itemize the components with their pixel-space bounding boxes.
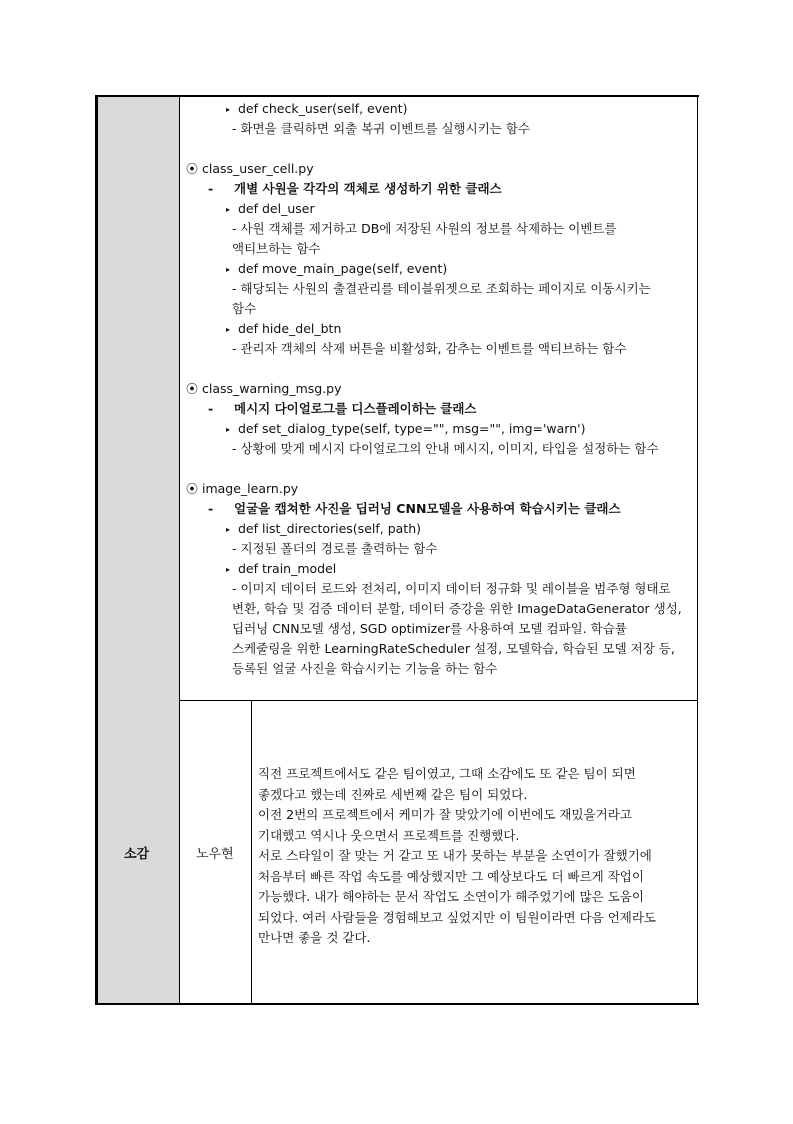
class-description xyxy=(208,500,621,518)
function-desc-line xyxy=(232,640,675,658)
table-border-right xyxy=(697,95,698,1005)
name-column-divider xyxy=(251,701,252,1004)
function-desc-line xyxy=(232,620,627,638)
review-line: 기대했고 역시나 웃으면서 프로젝트를 진행했다. xyxy=(258,827,520,843)
class-desc: 메시지 다이얼로그를 디스플레이하는 클래스 xyxy=(234,401,477,416)
function-desc-line xyxy=(232,540,438,558)
circled-dot-icon: ⦿ xyxy=(186,482,199,496)
review-author: 노우현 xyxy=(196,847,234,862)
function-desc-line xyxy=(232,280,651,298)
file-heading xyxy=(186,380,342,398)
function-desc: - 해당되는 사원의 출결관리를 테이블위젯으로 조회하는 페이지로 이동시키는 xyxy=(232,281,651,296)
function-desc-line xyxy=(232,580,671,598)
file-heading xyxy=(186,160,314,178)
triangle-bullet-icon: ▸ xyxy=(226,425,231,434)
function-desc-line xyxy=(232,340,626,358)
class-desc: 얼굴을 캡쳐한 사진을 딥러닝 CNN모델을 사용하여 학습시키는 클래스 xyxy=(234,501,621,516)
dash-bullet: - xyxy=(208,181,214,196)
function-name: def set_dialog_type(self, type="", msg="", img='warn') xyxy=(238,421,586,436)
circled-dot-icon: ⦿ xyxy=(186,382,199,396)
dash-bullet: - xyxy=(208,401,214,416)
file-name: image_learn.py xyxy=(202,481,299,496)
function-item xyxy=(226,420,585,439)
function-desc: - 관리자 객체의 삭제 버튼을 비활성화, 감추는 이벤트를 액티브하는 함수 xyxy=(232,341,627,356)
function-desc: - 상황에 맞게 메시지 다이얼로그의 안내 메시지, 이미지, 타입을 설정하는 함수 xyxy=(232,441,659,456)
class-description xyxy=(208,400,476,418)
function-item xyxy=(226,320,341,339)
table-border-top xyxy=(95,95,699,97)
function-desc: - 사원 객체를 제거하고 DB에 저장된 사원의 정보를 삭제하는 이벤트를 xyxy=(232,221,617,236)
function-desc-line xyxy=(232,300,256,318)
class-desc: 개별 사원을 각각의 객체로 생성하기 위한 클래스 xyxy=(234,181,502,196)
table-border-left xyxy=(95,95,98,1005)
function-name: def hide_del_btn xyxy=(238,321,342,336)
column-divider xyxy=(179,95,180,1005)
function-desc-line xyxy=(232,440,659,458)
function-name: def check_user(self, event) xyxy=(238,101,408,116)
file-heading xyxy=(186,480,298,498)
function-desc: - 화면을 클릭하면 외출 복귀 이벤트를 실행시키는 함수 xyxy=(232,121,530,136)
review-line: 되었다. 여러 사람들을 경험해보고 싶었지만 이 팀원이라면 다음 언제라도 xyxy=(258,909,657,925)
function-desc-line xyxy=(232,600,682,618)
function-name: def move_main_page(self, event) xyxy=(238,261,448,276)
file-name: class_user_cell.py xyxy=(202,161,314,176)
function-item xyxy=(226,260,447,279)
triangle-bullet-icon: ▸ xyxy=(226,325,231,334)
table-border-bottom xyxy=(95,1003,699,1005)
review-line: 좋겠다고 했는데 진짜로 세번째 같은 팀이 되었다. xyxy=(258,786,528,802)
function-name: def train_model xyxy=(238,561,337,576)
circled-dot-icon: ⦿ xyxy=(186,162,199,176)
triangle-bullet-icon: ▸ xyxy=(226,525,231,534)
function-desc-line xyxy=(232,220,617,238)
review-label: 소감 xyxy=(124,847,150,862)
function-desc: - 지정된 폴더의 경로를 출력하는 함수 xyxy=(232,541,438,556)
class-description xyxy=(208,180,502,198)
dash-bullet: - xyxy=(208,501,214,516)
function-desc: 함수 xyxy=(232,301,257,316)
function-item xyxy=(226,520,421,539)
function-desc: 딥러닝 CNN모델 생성, SGD optimizer를 사용하여 모델 컴파일. 학습률 xyxy=(232,621,627,636)
function-desc: 변환, 학습 및 검증 데이터 분할, 데이터 증강을 위한 ImageDataGenerator 생성, xyxy=(232,601,682,616)
function-desc-line xyxy=(232,660,497,678)
review-line: 가능했다. 내가 해야하는 문서 작업도 소연이가 해주었기에 많은 도움이 xyxy=(258,889,644,904)
function-name: def del_user xyxy=(238,201,315,216)
function-item xyxy=(226,560,336,579)
label-column-shade xyxy=(97,97,179,1003)
function-desc: 등록된 얼굴 사진을 학습시키는 기능을 하는 함수 xyxy=(232,661,498,676)
file-name: class_warning_msg.py xyxy=(202,381,342,396)
review-line: 이전 2번의 프로젝트에서 케미가 잘 맞았기에 이번에도 재밌을거라고 xyxy=(258,807,632,822)
function-desc-line xyxy=(232,240,321,258)
function-desc: - 이미지 데이터 로드와 전처리, 이미지 데이터 정규화 및 레이블을 범주형 형태로 xyxy=(232,581,671,596)
function-desc-line xyxy=(232,120,530,138)
review-text xyxy=(258,764,688,949)
review-line: 직전 프로젝트에서도 같은 팀이였고, 그때 소감에도 또 같은 팀이 되면 xyxy=(258,766,636,781)
function-desc: 스케줄링을 위한 LearningRateScheduler 설정, 모델학습, 학습된 모델 저장 등, xyxy=(232,641,675,656)
function-desc: 액티브하는 함수 xyxy=(232,241,321,256)
review-line: 만나면 좋을 것 같다. xyxy=(258,930,371,945)
triangle-bullet-icon: ▸ xyxy=(226,265,231,274)
function-item xyxy=(226,200,315,219)
row-divider xyxy=(179,700,698,701)
function-item xyxy=(226,100,408,119)
triangle-bullet-icon: ▸ xyxy=(226,205,231,214)
review-line: 서로 스타일이 잘 맞는 거 같고 또 내가 못하는 부분을 소연이가 잘했기에 xyxy=(258,848,652,863)
triangle-bullet-icon: ▸ xyxy=(226,105,231,114)
function-name: def list_directories(self, path) xyxy=(238,521,422,536)
review-line: 처음부터 빠른 작업 속도를 예상했지만 그 예상보다도 더 빠르게 작업이 xyxy=(258,868,644,884)
triangle-bullet-icon: ▸ xyxy=(226,565,231,574)
